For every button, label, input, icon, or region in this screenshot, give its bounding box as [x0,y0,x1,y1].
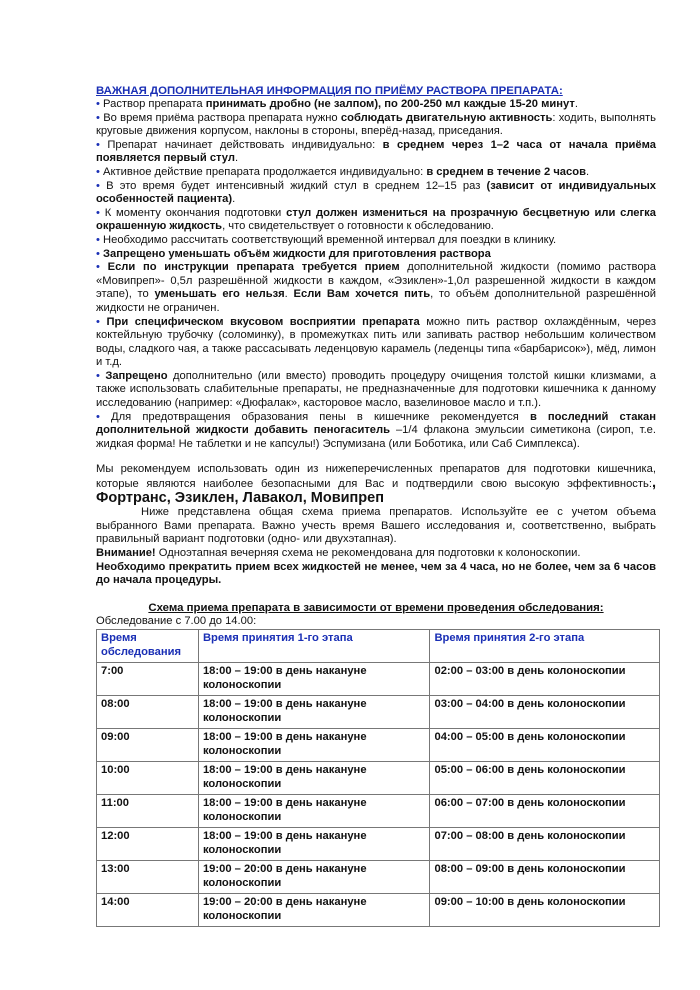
bullet-item: • Запрещено уменьшать объём жидкости для приготовления раствора [96,247,491,260]
table-row: 10:00 18:00 – 19:00 в день накануне колоноскопии 05:00 – 06:00 в день колоноскопии [97,761,660,794]
bullet-icon: • [96,315,100,328]
bullet-item: • Запрещено дополнительно (или вместо) проводить процедуру очищения толстой кишки клизмами, а также использовать слабительные препараты, не предназначенные для подготовки кишечника к данному исследованию (например: «Дюфалак», касторовое масло, вазелиновое масло и т.п.). [96,369,657,410]
bullet-item: • Если по инструкции препарата требуется прием дополнительной жидкости (помимо раствора «Мовипреп»- 0,5л разрешённой жидкости в каждом, «Эзиклен»-1,0л разрешенной жидкости в каждом этапе), то уменьшать его нельзя. Если Вам хочется пить, то объём дополнительной разрешённой жидкости не ограничен. [96,261,657,314]
bullet-item: • Активное действие препарата продолжается индивидуально: в среднем в течение 2 часов. [96,165,590,178]
recommendation-paragraph: Мы рекомендуем использовать один из нижеперечисленных препаратов для подготовки кишечника, которые являются наиболее безопасными для Вас и подтвердили свою высокую эффективность:, Фортранс, Эзиклен, Лавакол, Мовипреп [96,463,656,506]
bullet-item: • Для предотвращения образования пены в кишечнике рекомендуется в последний стакан дополнительной жидкости добавить пеногаситель –1/4 флакона эмульсии симетикона (сироп, т.е. жидкая форма! Не таблетки и не капсулы!) Эспумизана (или Боботика, или Саб Симплекса). [96,410,657,450]
scheme-intro-paragraph: Ниже представлена общая схема приема препаратов. Используйте ее с учетом объема выбранного Вами препарата. Важно учесть время Вашего исследования и, соответственно, выбрать правильный вариант подготовки (одно- или двухэтапная). [96,506,656,546]
bullet-item: • К моменту окончания подготовки стул должен измениться на прозрачную бесцветную или слегка окрашенную жидкость, что свидетельствует о готовности к обследованию. [96,206,656,233]
table-header-row [97,629,660,662]
table-row: 12:00 18:00 – 19:00 в день накануне колоноскопии 07:00 – 08:00 в день колоноскопии [97,827,660,860]
table-row: 11:00 18:00 – 19:00 в день накануне колоноскопии 06:00 – 07:00 в день колоноскопии [97,794,660,827]
bullet-icon: • [96,247,100,260]
stop-liquids-warning: Необходимо прекратить прием всех жидкостей не менее, чем за 4 часа, но не более, чем за 6 часов до начала процедуры. [96,560,656,587]
document-page [96,84,656,927]
bullet-item: • При специфическом вкусовом восприятии препарата можно пить раствор охлаждённым, через коктейльную трубочку (соломинку), в промежутках пить или запивать раствор небольшим количеством воды, сладкого чая, а также рассасывать леденцовую карамель (леденцы типа «барбарисок»), мёд, лимон и т.д. [96,315,656,369]
bullet-icon: • [96,165,100,178]
bullet-list [96,98,656,451]
bullet-icon: • [96,233,100,246]
bullet-item: • Необходимо рассчитать соответствующий временной интервал для поездки в клинику. [96,233,557,246]
bullet-icon: • [96,138,100,151]
bullet-icon: • [96,98,100,110]
header-exam-time: Время обследования [97,629,199,662]
page-title: ВАЖНАЯ ДОПОЛНИТЕЛЬНАЯ ИНФОРМАЦИЯ ПО ПРИЁМУ РАСТВОРА ПРЕПАРАТА: [96,85,563,97]
header-stage-1: Время принятия 1-го этапа [198,629,430,662]
bullet-item: • В это время будет интенсивный жидкий стул в среднем 12–15 раз (зависит от индивидуальных особенностей пациента). [96,179,656,206]
header-stage-2: Время принятия 2-го этапа [430,629,660,662]
exam-range: Обследование с 7.00 до 14.00: [96,615,257,628]
bullet-icon: • [96,179,100,192]
bullet-item: • Препарат начинает действовать индивидуально: в среднем через 1–2 часа от начала приёма появляется первый стул. [96,138,657,165]
bullet-icon: • [96,111,100,124]
table-row: 13:00 19:00 – 20:00 в день накануне колоноскопии 08:00 – 09:00 в день колоноскопии [97,860,660,893]
bullet-item: • Во время приёма раствора препарата нужно соблюдать двигательную активность: ходить, выполнять круговые движения корпусом, наклоны в стороны, вперёд-назад, приседания. [96,111,656,138]
bullet-icon: • [96,206,100,219]
bullet-item: • Раствор препарата принимать дробно (не залпом), по 200-250 мл каждые 15-20 минут. [96,98,578,110]
table-row: 09:00 18:00 – 19:00 в день накануне колоноскопии 04:00 – 05:00 в день колоноскопии [97,728,660,761]
table-row: 14:00 19:00 – 20:00 в день накануне колоноскопии 09:00 – 10:00 в день колоноскопии [97,893,660,926]
schedule-table [96,629,660,927]
table-row: 7:00 18:00 – 19:00 в день накануне колоноскопии 02:00 – 03:00 в день колоноскопии [97,662,660,695]
bullet-icon: • [96,261,100,274]
attention-paragraph: Внимание! Одноэтапная вечерняя схема не рекомендована для подготовки к колоноскопии. [96,547,581,559]
recommended-drugs: , Фортранс, Эзиклен, Лавакол, Мовипреп [96,475,656,506]
schedule-title: Схема приема препарата в зависимости от времени проведения обследования: [148,601,604,614]
bullet-icon: • [96,369,100,382]
bullet-icon: • [96,410,100,423]
table-row: 08:00 18:00 – 19:00 в день накануне колоноскопии 03:00 – 04:00 в день колоноскопии [97,695,660,728]
